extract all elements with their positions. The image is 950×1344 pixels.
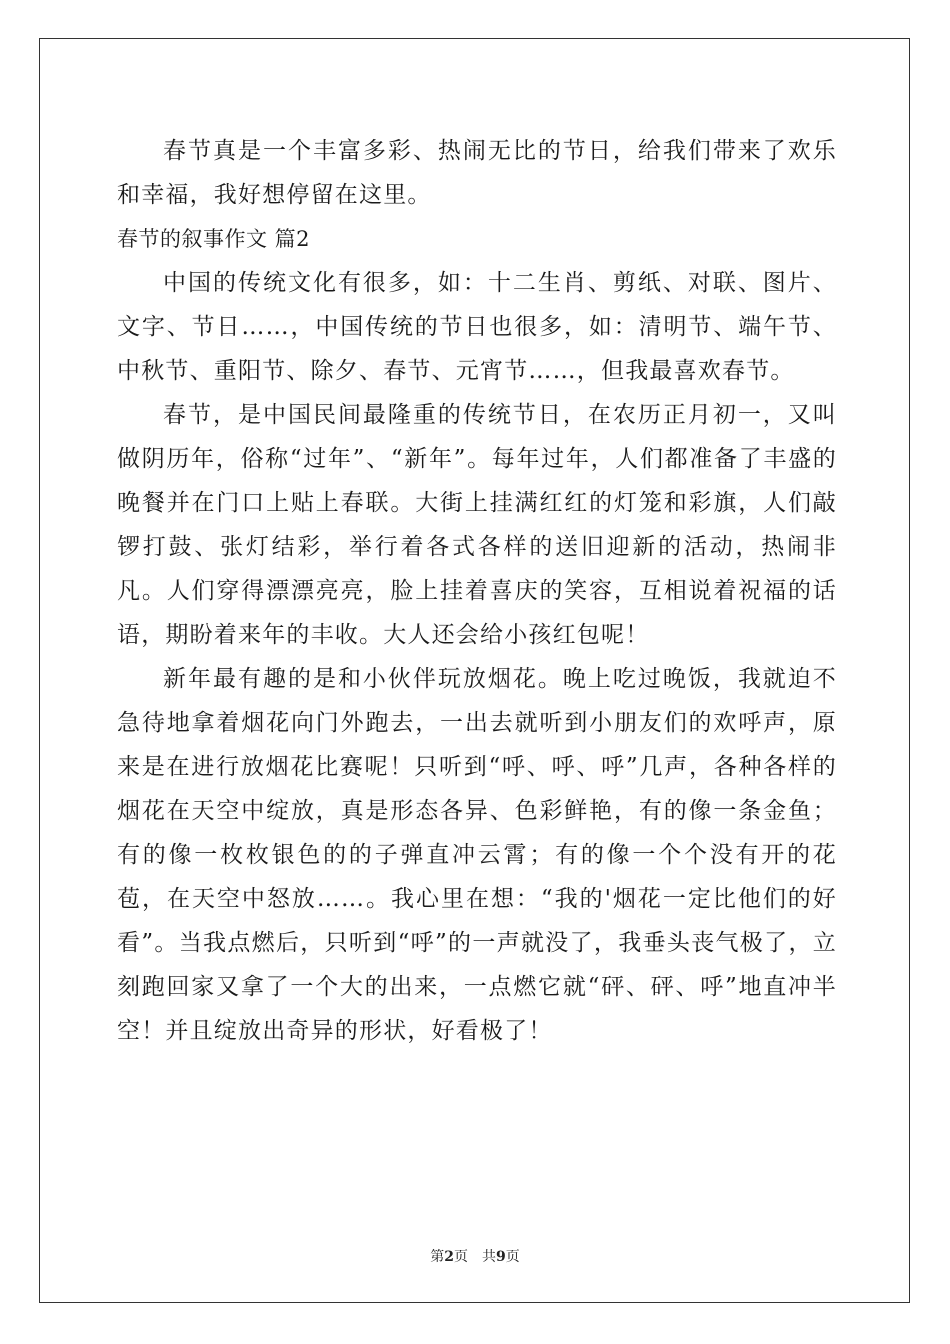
page-prefix: 第 bbox=[430, 1249, 445, 1265]
total-suffix: 页 bbox=[505, 1249, 520, 1265]
paragraph-traditions: 中国的传统文化有很多，如：十二生肖、剪纸、对联、图片、文字、节日……，中国传统的节日也很多，如：清明节、端午节、中秋节、重阳节、除夕、春节、元宵节……，但我最喜欢春节。 bbox=[117, 270, 837, 384]
page-footer bbox=[0, 1247, 950, 1267]
page-suffix: 页 bbox=[454, 1249, 468, 1265]
document-body bbox=[117, 129, 837, 1053]
paragraph-closing: 春节真是一个丰富多彩、热闹无比的节日，给我们带来了欢乐和幸福，我好想停留在这里。 bbox=[117, 138, 837, 208]
section-heading: 春节的叙事作文 篇2 bbox=[117, 227, 311, 251]
paragraph-fireworks: 新年最有趣的是和小伙伴玩放烟花。晚上吃过晚饭，我就迫不急待地拿着烟花向门外跑去，一出去就听到小朋友们的欢呼声，原来是在进行放烟花比赛呢！只听到“呼、呼、呼”几声，各种各样的烟花在天空中绽放，真是形态各异、色彩鲜艳，有的像一条金鱼；有的像一枚枚银色的的子弹直冲云霄；有的像一个个没有开的花苞，在天空中怒放……。我心里在想：“我的'烟花一定比他们的好看”。当我点燃后，只听到“呼”的一声就没了，我垂头丧气极了，立刻跑回家又拿了一个大的出来，一点燃它就“砰、砰、呼”地直冲半空！并且绽放出奇异的形状，好看极了！ bbox=[117, 666, 837, 1044]
total-prefix: 共 bbox=[482, 1249, 496, 1265]
page-total: 9 bbox=[496, 1249, 506, 1265]
paragraph-spring-festival: 春节，是中国民间最隆重的传统节日，在农历正月初一，又叫做阴历年，俗称“过年”、“新年”。每年过年，人们都准备了丰盛的晚餐并在门口上贴上春联。大街上挂满红红的灯笼和彩旗，人们敲锣打鼓、张灯结彩，举行着各式各样的送旧迎新的活动，热闹非凡。人们穿得漂漂亮亮，脸上挂着喜庆的笑容，互相说着祝福的话语，期盼着来年的丰收。大人还会给小孩红包呢！ bbox=[117, 402, 837, 648]
page-current: 2 bbox=[444, 1249, 454, 1265]
